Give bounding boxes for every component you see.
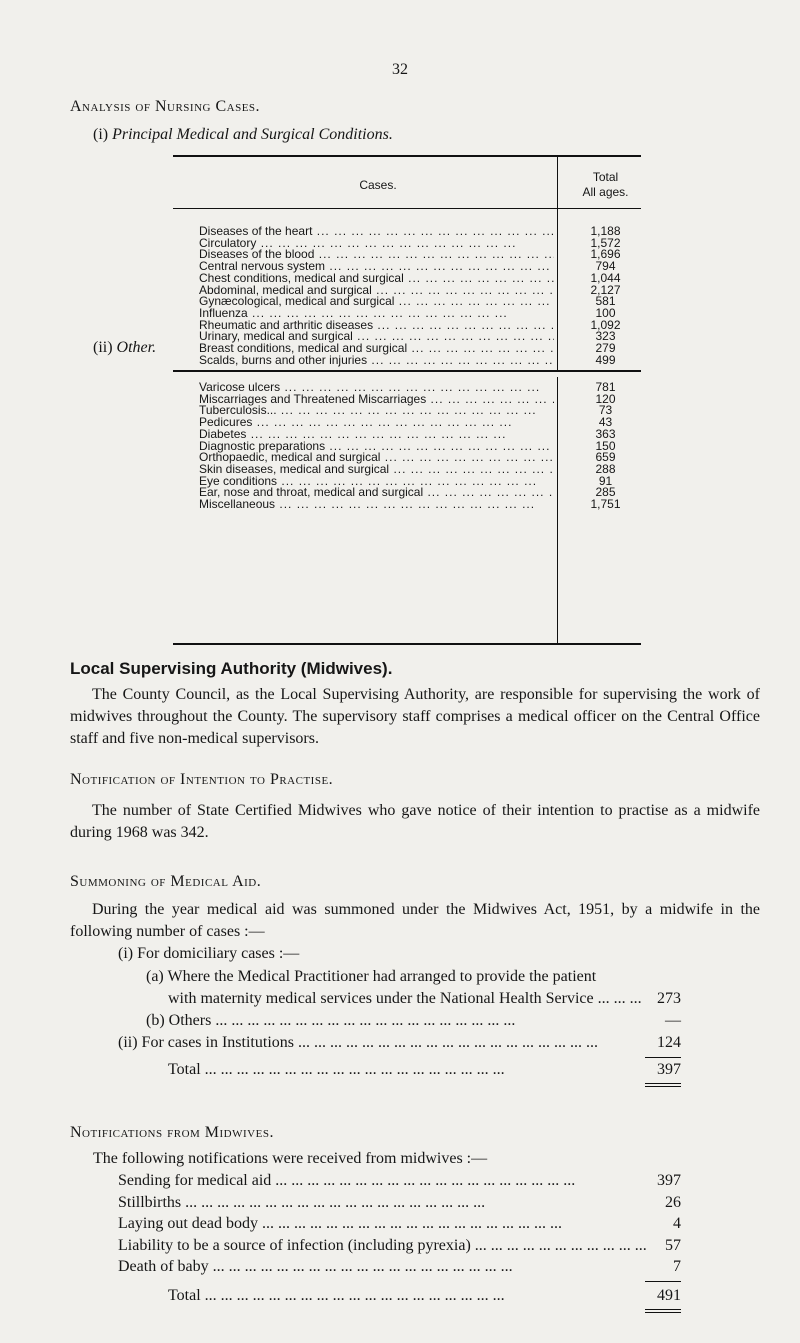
row-label: Scalds, burns and other injuries ... xyxy=(199,353,554,367)
lsa-paragraph xyxy=(70,684,760,750)
item-b xyxy=(146,1012,681,1034)
list-item xyxy=(118,1194,681,1216)
row-value: 581 xyxy=(595,294,616,309)
row-label: Tuberculosis... ... xyxy=(199,403,554,417)
row-label: Diagnostic preparations ... xyxy=(199,439,554,453)
row-value: 150 xyxy=(595,438,616,453)
list-item-value: 57 xyxy=(665,1236,681,1254)
list-item-label: Stillbirths ... xyxy=(118,1194,646,1212)
row-value: 363 xyxy=(595,426,616,441)
item-a-line2-label: with maternity medical services under the National Health Service ... xyxy=(168,990,646,1008)
other-heading xyxy=(93,339,156,357)
notifications-total-rule xyxy=(645,1281,681,1282)
list-item xyxy=(118,1215,681,1237)
row-value: 288 xyxy=(595,461,616,476)
item-a-line1: (a) Where the Medical Practitioner had arranged to provide the patient xyxy=(146,968,597,985)
row-value: 43 xyxy=(598,415,613,430)
notification-heading: Notification of Intention to Practise. xyxy=(70,771,334,788)
row-label: Pedicures ... xyxy=(199,415,554,429)
row-value: 73 xyxy=(598,403,613,418)
table1-bottom-rule xyxy=(173,370,641,372)
notifications-double-rule-1 xyxy=(645,1309,681,1310)
item-ii-label: (ii) For cases in Institutions ... xyxy=(118,1034,646,1052)
list-item-label: Death of baby ... xyxy=(118,1258,646,1276)
summoning-total-label: Total ... xyxy=(168,1061,646,1079)
list-item-value: 397 xyxy=(657,1172,681,1189)
row-label: Abdominal, medical and surgical ... xyxy=(199,283,554,297)
table-row xyxy=(199,497,652,512)
row-label: Chest conditions, medical and surgical ... xyxy=(199,271,554,285)
list-item-label: Sending for medical aid ... xyxy=(118,1172,646,1190)
row-label: Orthopaedic, medical and surgical ... xyxy=(199,450,554,464)
summoning-double-rule-1 xyxy=(645,1083,681,1084)
notifications-heading: Notifications from Midwives. xyxy=(70,1124,274,1141)
notifications-double-rule-2 xyxy=(645,1312,681,1313)
notification-text: The number of State Certified Midwives who gave notice of their intention to practise as a midwife during 1968 was 342. xyxy=(70,802,760,841)
row-value: 794 xyxy=(595,259,616,274)
row-label: Diseases of the blood ... xyxy=(199,247,554,261)
table2-bottom-rule xyxy=(173,643,641,645)
notifications-total-value: 491 xyxy=(657,1287,681,1304)
row-label: Diabetes ... xyxy=(199,427,554,441)
analysis-subtitle xyxy=(93,126,393,144)
row-label: Rheumatic and arthritic diseases ... xyxy=(199,318,554,332)
list-item xyxy=(118,1258,681,1280)
row-value: 659 xyxy=(595,450,616,465)
analysis-heading: Analysis of Nursing Cases. xyxy=(70,98,261,115)
item-ii-value: 124 xyxy=(657,1034,681,1051)
row-label: Circulatory ... xyxy=(199,236,554,250)
summoning-heading: Summoning of Medical Aid. xyxy=(70,873,262,890)
item-ii xyxy=(118,1034,681,1056)
row-value: 120 xyxy=(595,391,616,406)
row-label: Urinary, medical and surgical ... xyxy=(199,329,554,343)
row-value: 1,751 xyxy=(590,497,621,511)
row-label: Eye conditions ... xyxy=(199,474,554,488)
summoning-total-value: 397 xyxy=(657,1061,681,1078)
notifications-intro: The following notifications were received from midwives :— xyxy=(93,1150,488,1167)
list-item xyxy=(118,1237,681,1259)
row-label: Miscarriages and Threatened Miscarriages ... xyxy=(199,392,554,406)
notification-paragraph xyxy=(70,800,760,844)
summoning-double-rule-2 xyxy=(645,1086,681,1087)
row-value: 499 xyxy=(595,352,616,367)
row-value: 2,127 xyxy=(590,282,621,297)
row-label: Varicose ulcers ... xyxy=(199,380,554,394)
page-number: 32 xyxy=(392,61,408,78)
row-value: 323 xyxy=(595,329,616,344)
list-item-label: Laying out dead body ... xyxy=(118,1215,646,1233)
item-b-value: — xyxy=(665,1012,681,1029)
row-value: 1,188 xyxy=(590,224,621,238)
lsa-heading: Local Supervising Authority (Midwives). xyxy=(70,659,393,678)
row-value: 91 xyxy=(598,473,613,488)
row-label: Breast conditions, medical and surgical ... xyxy=(199,341,554,355)
summoning-total xyxy=(168,1061,681,1083)
row-value: 1,572 xyxy=(590,235,621,250)
summoning-total-rule xyxy=(645,1057,681,1058)
item-b-label: (b) Others ... xyxy=(146,1012,646,1030)
other-title: Other. xyxy=(116,339,157,356)
list-item xyxy=(118,1172,681,1194)
domiciliary-label: (i) For domiciliary cases :— xyxy=(118,945,300,962)
row-value: 1,044 xyxy=(590,270,621,285)
item-a-line2 xyxy=(168,990,681,1012)
row-label: Influenza ... xyxy=(199,306,554,320)
row-value: 1,696 xyxy=(590,247,621,262)
table-row xyxy=(199,353,652,368)
row-value: 279 xyxy=(595,341,616,355)
list-item-label: Liability to be a source of infection (including pyrexia) ... xyxy=(118,1237,646,1255)
item-a-value: 273 xyxy=(657,990,681,1007)
row-value: 1,092 xyxy=(590,317,621,332)
header-total-line2: All ages. xyxy=(582,185,629,199)
other-number: (ii) xyxy=(93,339,113,356)
summoning-text: During the year medical aid was summoned under the Midwives Act, 1951, by a midwife in the following number of cases :— xyxy=(70,901,760,940)
summoning-paragraph xyxy=(70,899,760,943)
row-value: 100 xyxy=(595,305,616,320)
notifications-total xyxy=(168,1287,681,1309)
row-label: Ear, nose and throat, medical and surgical ... xyxy=(199,485,554,499)
list-item-value: 4 xyxy=(673,1215,681,1232)
notifications-total-label: Total ... xyxy=(168,1287,646,1305)
list-item-value: 7 xyxy=(673,1258,681,1275)
row-value: 285 xyxy=(595,485,616,500)
table1-top-rule xyxy=(173,155,641,157)
subtitle-number: (i) xyxy=(93,126,109,143)
row-label: Diseases of the heart ... xyxy=(199,224,554,238)
row-label: Miscellaneous ... xyxy=(199,497,554,511)
table1-header-rule xyxy=(173,208,641,209)
header-total-line1: Total xyxy=(592,170,619,184)
row-label: Skin diseases, medical and surgical ... xyxy=(199,462,554,476)
subtitle-text: Principal Medical and Surgical Conditions. xyxy=(112,126,393,143)
list-item-value: 26 xyxy=(665,1193,681,1211)
table1-header-total xyxy=(558,170,653,200)
row-label: Gynæcological, medical and surgical ... xyxy=(199,294,554,308)
lsa-text: The County Council, as the Local Supervising Authority, are responsible for supervising the work of midwives throughout the County. The supervisory staff comprises a medical officer on the Central Office staff and five non-medical supervisors. xyxy=(70,686,760,747)
row-value: 781 xyxy=(595,380,616,394)
table1-header-cases: Cases. xyxy=(359,178,397,192)
row-label: Central nervous system ... xyxy=(199,259,554,273)
